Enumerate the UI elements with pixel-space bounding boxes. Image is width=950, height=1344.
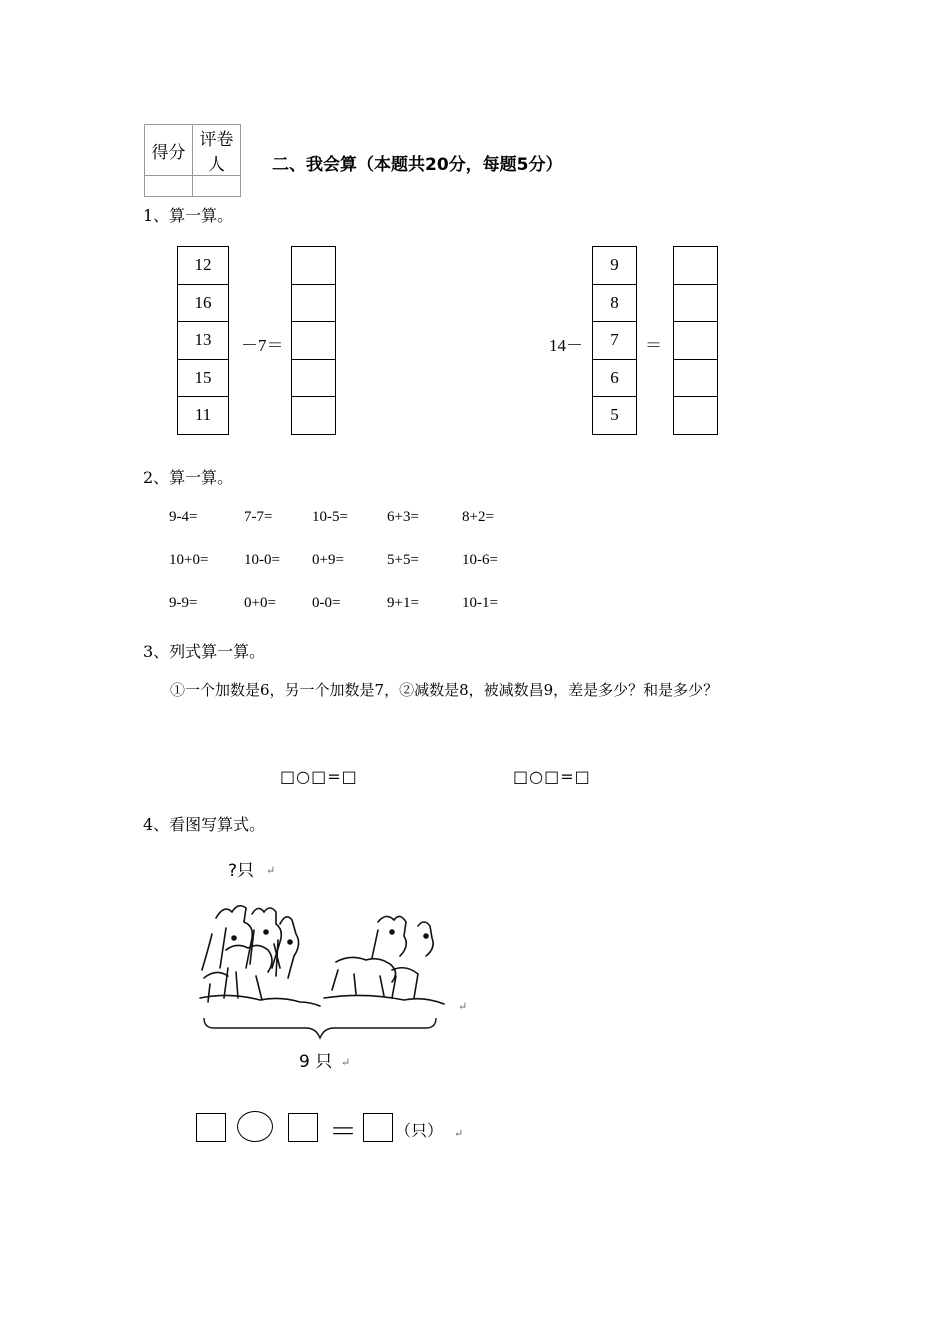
q3-formula-2[interactable]: □○□=□ bbox=[513, 767, 591, 786]
q4-unit-label: （只） bbox=[395, 1121, 444, 1140]
q1-left-answer-box[interactable] bbox=[292, 360, 335, 398]
deer-picture bbox=[196, 858, 471, 1073]
grader-header: 评卷人 bbox=[193, 125, 241, 176]
q1-left-number: 16 bbox=[178, 285, 228, 323]
q2-expression: 9+1= bbox=[387, 595, 419, 611]
q2-expression: 9-9= bbox=[169, 595, 198, 611]
q1-right-number-column bbox=[592, 246, 637, 435]
q2-expression: 9-4= bbox=[169, 509, 198, 525]
q1-right-number: 5 bbox=[610, 405, 619, 425]
q2-expression: 0+9= bbox=[312, 552, 344, 568]
q2-expression: 7-7= bbox=[244, 509, 273, 525]
q1-right-number: 9 bbox=[593, 247, 636, 285]
q1-left-number-column bbox=[177, 246, 229, 435]
q2-expression: 10-1= bbox=[462, 595, 498, 611]
q2-expression: 0-0= bbox=[312, 595, 341, 611]
score-table bbox=[144, 124, 241, 197]
q4-equals: ＝ bbox=[329, 1115, 358, 1148]
q1-right-number: 7 bbox=[593, 322, 636, 360]
q1-right-number: 8 bbox=[593, 285, 636, 323]
q1-right-answer-box[interactable] bbox=[674, 397, 717, 435]
q2-expression: 5+5= bbox=[387, 552, 419, 568]
q1-right-answer-box[interactable] bbox=[674, 360, 717, 398]
q1-right-number: 6 bbox=[593, 360, 636, 398]
q1-right-answer-box[interactable] bbox=[674, 285, 717, 323]
q1-left-answer-column bbox=[291, 246, 336, 435]
q4-operator-circle[interactable] bbox=[237, 1111, 273, 1142]
q1-right-prefix: 14－ bbox=[549, 336, 583, 355]
q1-left-number: 12 bbox=[178, 247, 228, 285]
q2-expression: 8+2= bbox=[462, 509, 494, 525]
q1-title: 1、算一算。 bbox=[143, 206, 234, 225]
q2-expression: 6+3= bbox=[387, 509, 419, 525]
q1-left-answer-box[interactable] bbox=[292, 322, 335, 360]
q4-total-label: 9 只 bbox=[299, 1052, 333, 1072]
return-mark: ↵ bbox=[454, 1127, 464, 1140]
q1-right-answer-column bbox=[673, 246, 718, 435]
q2-expression: 10-5= bbox=[312, 509, 348, 525]
score-cell[interactable] bbox=[145, 176, 193, 197]
q2-expression: 0+0= bbox=[244, 595, 276, 611]
deer-illustration bbox=[196, 858, 471, 1073]
q1-right-answer-box[interactable] bbox=[674, 322, 717, 360]
q2-expression: 10+0= bbox=[169, 552, 209, 568]
q1-left-answer-box[interactable] bbox=[292, 397, 335, 435]
q4-question-label: ?只 bbox=[228, 861, 255, 881]
q2-expression: 10-0= bbox=[244, 552, 280, 568]
q3-sentence: ①一个加数是6，另一个加数是7，②减数是8，被减数昌9，差是多少？和是多少？ bbox=[170, 681, 719, 699]
q4-result-box[interactable] bbox=[363, 1113, 393, 1142]
q2-title: 2、算一算。 bbox=[143, 468, 234, 487]
q4-answer-box-1[interactable] bbox=[196, 1113, 226, 1142]
return-mark: ↵ bbox=[341, 1056, 351, 1069]
section-title: 二、我会算（本题共20分，每题5分） bbox=[272, 155, 563, 175]
q4-title: 4、看图写算式。 bbox=[143, 815, 266, 834]
q3-title: 3、列式算一算。 bbox=[143, 642, 266, 661]
q1-left-answer-box[interactable] bbox=[292, 285, 335, 323]
return-mark: ↵ bbox=[458, 1000, 468, 1013]
q1-right-answer-box[interactable] bbox=[674, 247, 717, 285]
q1-left-number: 11 bbox=[194, 405, 212, 425]
q1-right-equals: ＝ bbox=[645, 336, 662, 355]
q2-expression: 10-6= bbox=[462, 552, 498, 568]
q1-left-number: 13 bbox=[178, 322, 228, 360]
score-header: 得分 bbox=[145, 125, 193, 176]
q4-answer-box-2[interactable] bbox=[288, 1113, 318, 1142]
return-mark: ↵ bbox=[266, 864, 276, 877]
q1-left-answer-box[interactable] bbox=[292, 247, 335, 285]
q3-formula-1[interactable]: □○□=□ bbox=[280, 767, 358, 786]
q1-left-number: 15 bbox=[178, 360, 228, 398]
grader-cell[interactable] bbox=[193, 176, 241, 197]
q1-left-operator: －7＝ bbox=[241, 336, 284, 355]
